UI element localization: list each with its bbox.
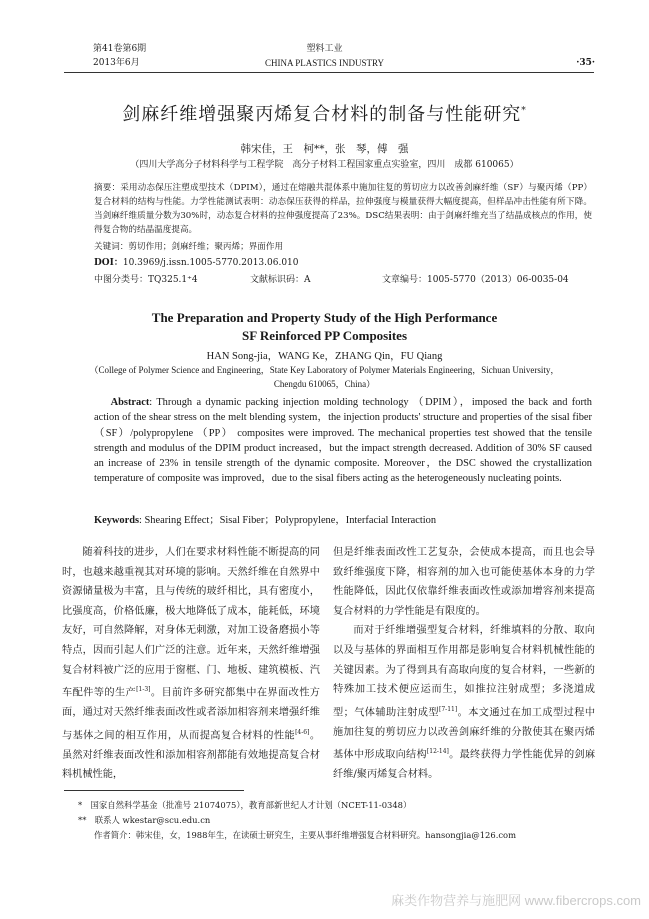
- body-text: 而对于纤维增强型复合材料，纤维填料的分散、取向以及与基体的界面相互作用都是影响复合材料机械性能的关键因素。为了得到具有高取向度的复合材料，一些新的特殊加工技术便应运而生，如推拉注射成型；多浇道成型；气体辅助注射成型: [333, 625, 595, 719]
- keywords-cn: [94, 240, 592, 254]
- keywords-en-text: : Shearing Effect；Sisal Fiber；Polypropylene，Interfacial Interaction: [139, 515, 437, 526]
- citation: [1-3]: [136, 686, 151, 694]
- document-code: 文献标识码：A: [250, 275, 311, 285]
- abstract-cn-text: 采用动态保压注塑成型技术（DPIM），通过在熔融共混体系中施加往复的剪切应力以改善剑麻纤维（SF）与聚丙烯（PP）复合材料的结构与性能。力学性能测试表明：动态保压获得的样品，拉伸强度与模量获得大幅度提高，但样品冲击性能有所下降。当剑麻纤维质量分数为30%时，动态复合材料的拉伸强度提高了23%。DSC结果表明：由于剑麻纤维充当了结晶成核点的作用，使得复合物的结晶温度提高。: [94, 183, 592, 235]
- title-en-line1: The Preparation and Property Study of the High Performance: [151, 310, 498, 325]
- body-paragraph: [333, 543, 595, 621]
- authors-cn: 韩宋佳，王 柯**，张 琴，傅 强: [240, 143, 409, 155]
- body-text: 。最终获得力学性能优异的剑麻纤维/聚丙烯复合材料。: [333, 749, 596, 781]
- title-footnote-mark: *: [521, 106, 527, 116]
- keywords-en: [94, 513, 592, 528]
- abstract-cn: [94, 181, 592, 237]
- page-title: [0, 100, 649, 126]
- affiliation-cn: （四川大学高分子材料科学与工程学院 高分子材料工程国家重点实验室，四川 成都 610065）: [130, 160, 519, 170]
- abstract-en-text: : Through a dynamic packing injection molding technology （DPIM），imposed the back and forth action of the shear stress on the melt blending system，the injection products' structure and properties of the sisal fiber （SF）/polypropylene （PP） composites were improved. The mechanical properties test showed that the tensile strength and modulus of the DPIM product increased，but the impact strength decreased. Addition of 30% SF caused an increase of 23% in tensile strength of the dynamic composite. Moreover，the DSC showed the crystallization temperature of composite was improved，due to the sisal fibers acting as the heterogeneously nucleating points.: [94, 397, 592, 485]
- body-text: 。本文通过在加工成型过程中施加往复的剪切应力以改善剑麻纤维的分散使其在聚丙烯基体中形成取向结构: [333, 707, 596, 761]
- watermark: 麻类作物营养与施肥网 www.fibercrops.com: [391, 893, 641, 908]
- affiliation-en-line1: （College of Polymer Science and Engineering，State Key Laboratory of Polymer Materials Engineering，Sichuan University，: [89, 365, 560, 375]
- header-volume: 第41卷第6期: [93, 44, 147, 54]
- citation: [7-11]: [439, 705, 458, 713]
- footnote-contact: ** 联系人 wkestar@scu.edu.cn: [78, 815, 211, 825]
- header-rule: [64, 72, 594, 73]
- footnote-rule: [64, 790, 244, 791]
- body-paragraph: [62, 543, 320, 785]
- doi-line: [94, 255, 299, 268]
- body-text: 但是纤维表面改性工艺复杂，会使成本提高，而且也会导致纤维强度下降，相容剂的加入也可能使基体本身的力学性能降低，因此仅依靠纤维表面改性或添加增容剂来提高复合材料的力学性能是有限度的。: [333, 547, 595, 617]
- citation: [12-14]: [426, 748, 449, 756]
- abstract-en: [94, 395, 592, 487]
- footnote-author-bio: 作者简介：韩宋佳，女，1988年生，在读硕士研究生，主要从事纤维增强复合材料研究。hansongjia@126.com: [94, 830, 517, 840]
- body-text: 。目前许多研究都集中在界面改性方面，通过对天然纤维表面改性或者添加相容剂来增强纤维与基体之间的相互作用，从而提高复合材料的性能: [62, 687, 320, 742]
- authors-en: HAN Song-jia，WANG Ke，ZHANG Qin，FU Qiang: [206, 351, 443, 362]
- footnote-funding: * 国家自然科学基金（批准号 21074075），教育部新世纪人才计划（NCET-11-0348）: [78, 800, 412, 810]
- header-page-number: ·35·: [576, 58, 595, 68]
- header-journal-cn: 塑料工业: [306, 44, 343, 54]
- article-number: 文章编号：1005-5770（2013）06-0035-04: [382, 275, 569, 285]
- header-date: 2013年6月: [93, 58, 140, 68]
- body-text: 随着科技的进步，人们在要求材料性能不断提高的同时，也越来越重视其对环境的影响。天然纤维在自然界中资源储量极为丰富，且与传统的玻纤相比，具有密度小，比强度高，价格低廉，极大地降低了成本，能耗低，环境友好，可自然降解，对身体无刺激，对加工设备磨损小等特点，因而引起人们广泛的注意。近年来，天然纤维增强复合材料被广泛的应用于窗框、门、地板、建筑模板、汽车配件等的生产: [62, 547, 320, 699]
- title-cn: 剑麻纤维增强聚丙烯复合材料的制备与性能研究: [122, 104, 522, 125]
- header-journal-en: CHINA PLASTICS INDUSTRY: [264, 58, 385, 68]
- abstract-en-label: Abstract: [110, 397, 150, 408]
- body-paragraph: [333, 621, 595, 785]
- keywords-cn-text: 剪切作用；剑麻纤维；聚丙烯；界面作用: [128, 242, 284, 252]
- keywords-cn-label: 关键词：: [94, 242, 129, 252]
- citation: [4-6]: [295, 728, 310, 736]
- abstract-cn-label: 摘要：: [94, 183, 121, 193]
- title-en-line2: SF Reinforced PP Composites: [241, 328, 407, 343]
- body-text: 。虽然对纤维表面改性和添加相容剂都能有效地提高复合材料机械性能，: [62, 730, 320, 781]
- affiliation-en-line2: Chengdu 610065，China）: [273, 379, 376, 389]
- clc-number: 中图分类号：TQ325.1⁺4: [94, 275, 198, 285]
- doi-label: DOI：: [94, 258, 123, 268]
- body-right-column: [333, 543, 595, 785]
- doi-value: 10.3969/j.issn.1005-5770.2013.06.010: [122, 258, 299, 268]
- keywords-en-label: Keywords: [94, 515, 140, 526]
- body-left-column: [62, 543, 320, 785]
